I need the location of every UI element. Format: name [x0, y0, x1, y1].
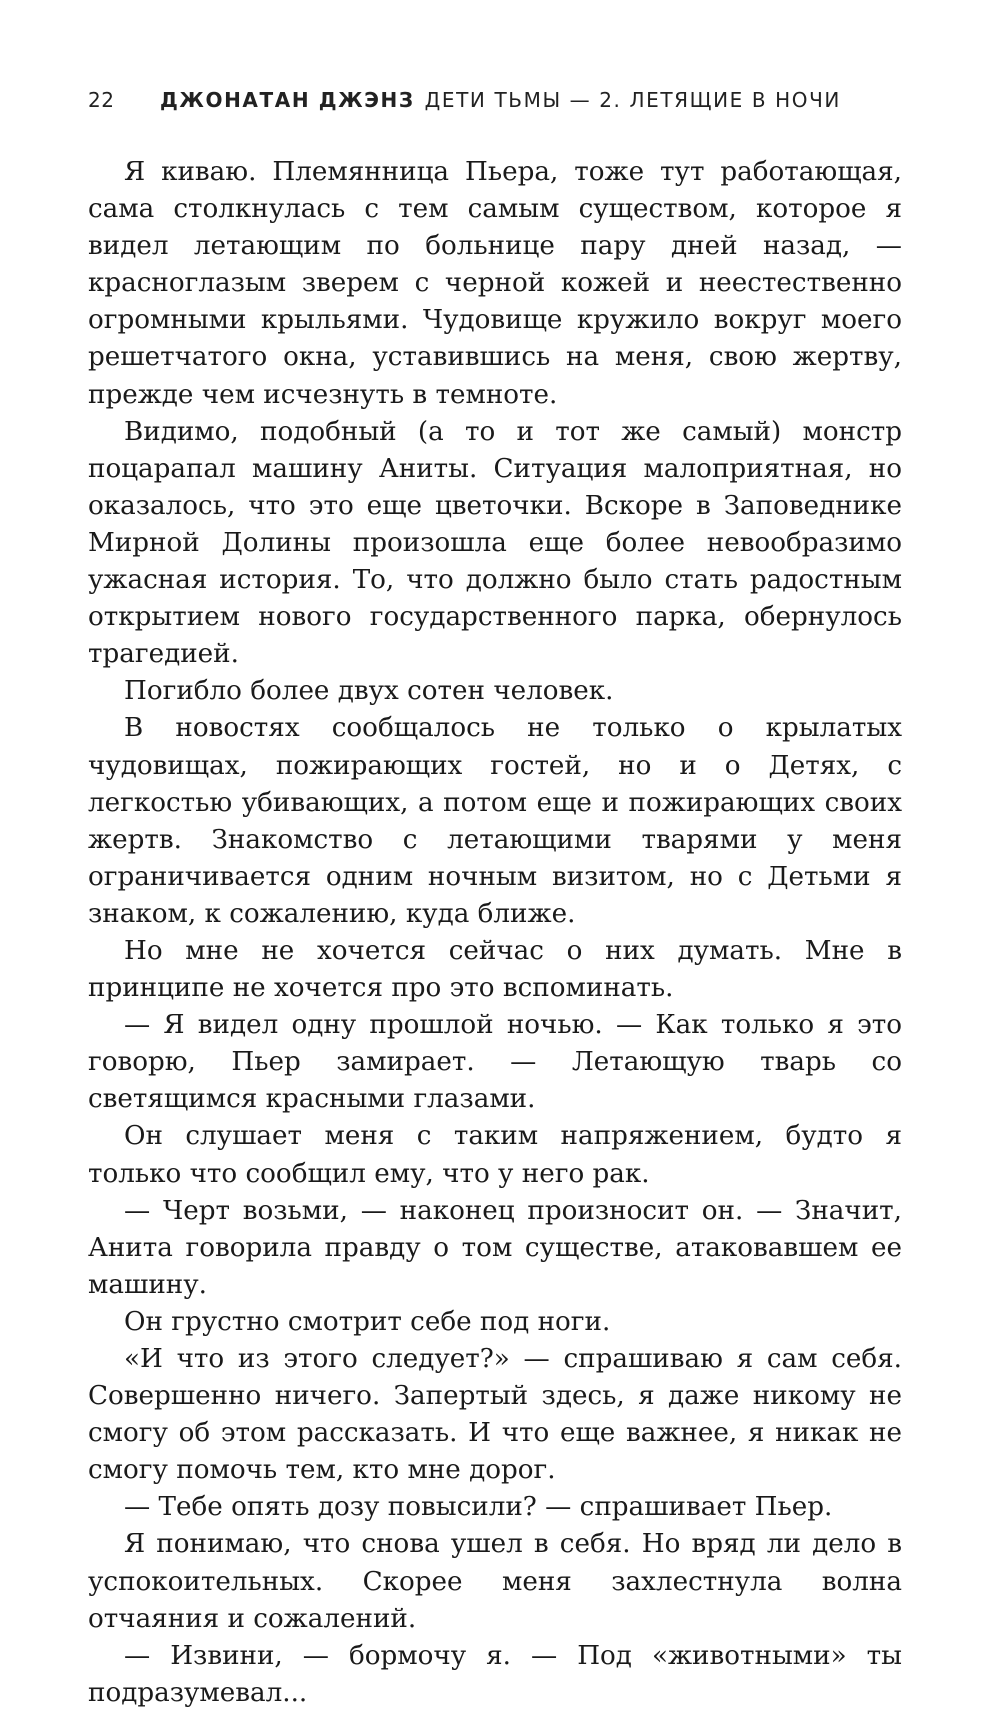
page-number: 22	[88, 88, 115, 112]
running-header	[88, 88, 908, 118]
body-text	[88, 154, 902, 1712]
paragraph: Я понимаю, что снова ушел в себя. Но вряд ли дело в успокоительных. Скорее меня захлестнула волна отчаяния и сожалений.	[88, 1529, 902, 1634]
paragraph: Видимо, подобный (а то и тот же самый) монстр поцарапал машину Аниты. Ситуация малоприятная, но оказалось, что это еще цветочки. Вскоре в Заповеднике Мирной Долины произошла еще более невообразимо ужасная история. То, что должно было стать радостным открытием нового государственного парка, обернулось трагедией.	[88, 416, 902, 670]
paragraph: — Извини, — бормочу я. — Под «животными» ты подразумевал...	[88, 1640, 902, 1708]
paragraph: Я киваю. Племянница Пьера, тоже тут работающая, сама столкнулась с тем самым существом, которое я видел летающим по больнице пару дней назад, — красноглазым зверем с черной кожей и неестественно огромными крыльями. Чудовище кружило вокруг моего решетчатого окна, уставившись на меня, свою жертву, прежде чем исчезнуть в темноте.	[88, 157, 902, 410]
paragraph: Он слушает меня с таким напряжением, будто я только что сообщил ему, что у него рак.	[88, 1121, 902, 1189]
paragraph: — Черт возьми, — наконец произносит он. — Значит, Анита говорила правду о том существе, атаковавшем ее машину.	[88, 1195, 902, 1300]
paragraph: Погибло более двух сотен человек.	[124, 676, 614, 707]
paragraph: В новостях сообщалось не только о крылатых чудовищах, пожирающих гостей, но и о Детях, с легкостью убивающих, а потом еще и пожирающих своих жертв. Знакомство с летающими тварями у меня ограничивается одним ночным визитом, но с Детьми я знаком, к сожалению, куда ближе.	[88, 713, 902, 929]
paragraph: — Я видел одну прошлой ночью. — Как только я это говорю, Пьер замирает. — Летающую тварь со светящимся красными глазами.	[88, 1010, 902, 1115]
paragraph: Но мне не хочется сейчас о них думать. Мне в принципе не хочется про это вспоминать.	[88, 935, 902, 1004]
paragraph: — Тебе опять дозу повысили? — спрашивает Пьер.	[124, 1492, 833, 1523]
paragraph: Он грустно смотрит себе под ноги.	[124, 1306, 611, 1337]
author-name: ДЖОНАТАН ДЖЭНЗ	[160, 88, 415, 112]
book-title: ДЕТИ ТЬМЫ — 2. ЛЕТЯЩИЕ В НОЧИ	[424, 88, 841, 112]
paragraph: «И что из этого следует?» — спрашиваю я сам себя. Совершенно ничего. Запертый здесь, я даже никому не смогу об этом рассказать. И что еще важнее, я никак не смогу помочь тем, кто мне дорог.	[88, 1344, 902, 1486]
